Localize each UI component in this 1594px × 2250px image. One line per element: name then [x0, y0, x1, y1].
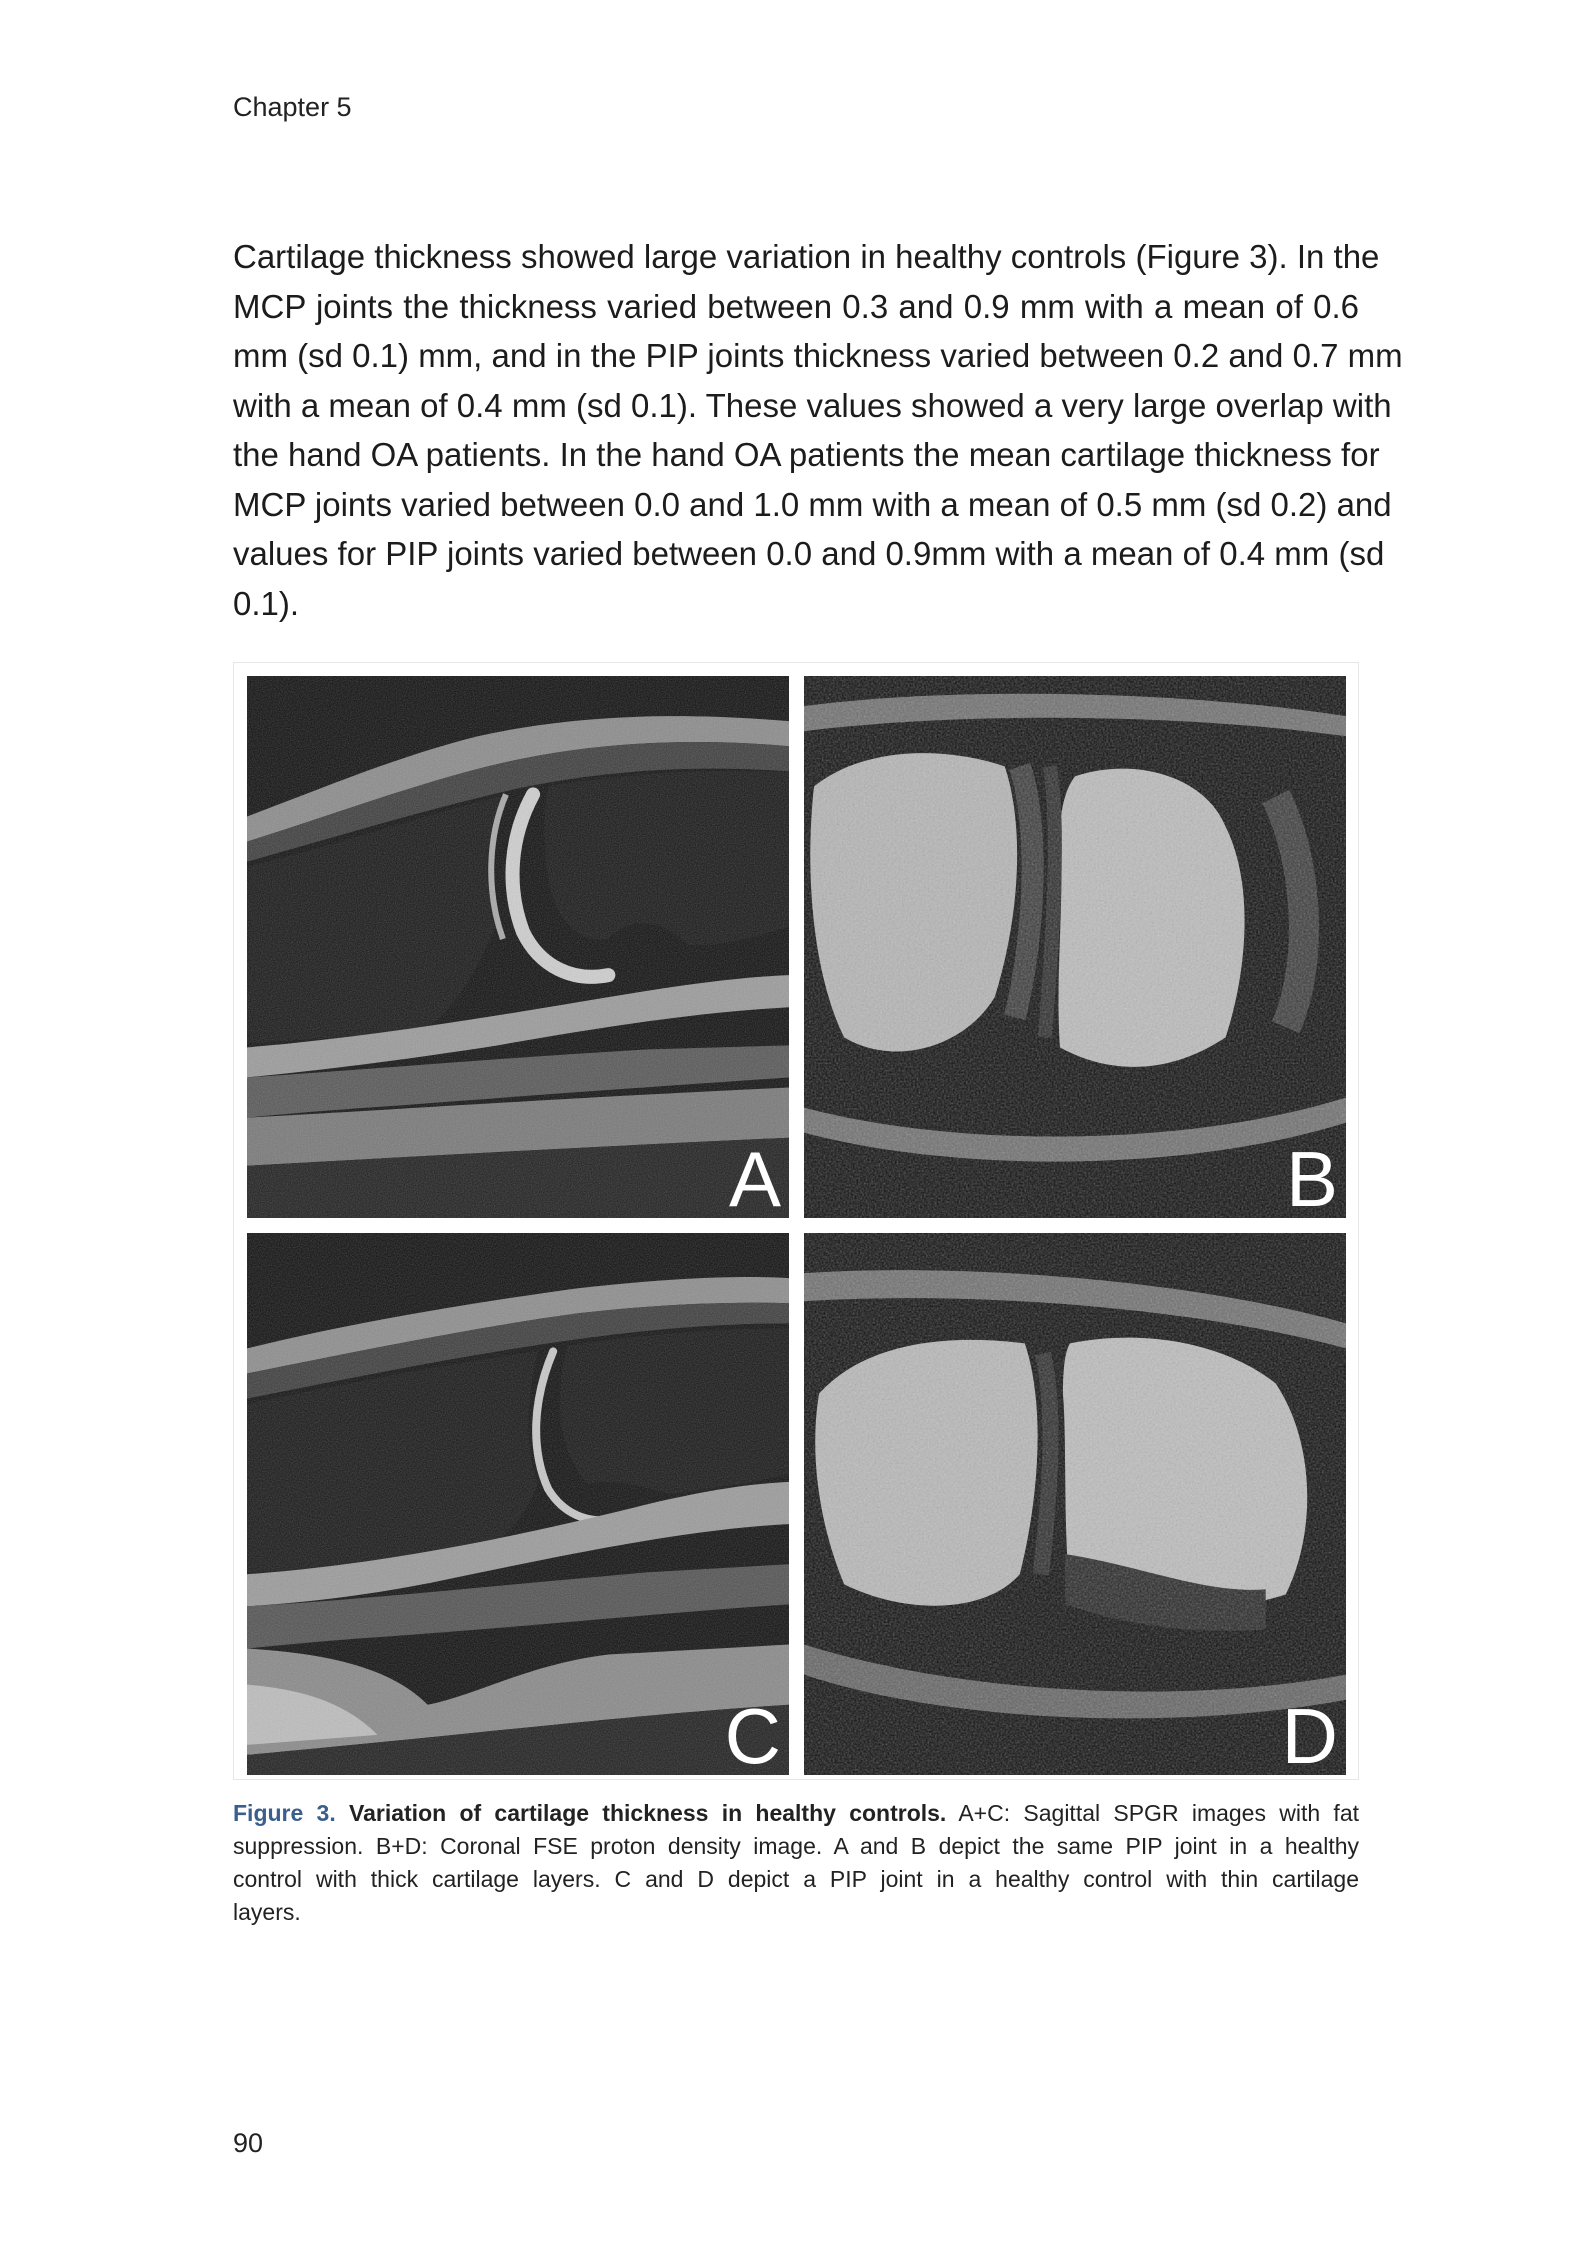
panel-letter: C	[724, 1692, 781, 1775]
paragraph-line: 0.1).	[233, 584, 300, 622]
caption-line: layers.	[233, 1899, 301, 1925]
mri-panel-b	[804, 676, 1346, 1218]
figure-label: Figure 3.	[233, 1800, 336, 1826]
mri-panel-d	[804, 1233, 1346, 1775]
caption-line	[233, 1797, 1359, 1830]
caption-text: A+C: Sagittal SPGR images with fat	[958, 1800, 1360, 1826]
mri-panel-a	[247, 676, 789, 1218]
caption-line: suppression. B+D: Coronal FSE proton density image. A and B depict the same PIP joint in a healthy	[233, 1833, 1359, 1859]
page-number: 90	[233, 2128, 264, 2158]
paragraph-line: MCP joints the thickness varied between 0.3 and 0.9 mm with a mean of 0.6	[233, 287, 1359, 325]
paragraph-line: values for PIP joints varied between 0.0 and 0.9mm with a mean of 0.4 mm (sd	[233, 535, 1385, 572]
paragraph-line: the hand OA patients. In the hand OA patients the mean cartilage thickness for	[233, 436, 1380, 473]
panel-letter: D	[1281, 1692, 1338, 1775]
figure-3	[233, 662, 1359, 1780]
figure-caption	[233, 1797, 1359, 1929]
panel-letter: A	[728, 1135, 781, 1218]
panel-letter: B	[1285, 1135, 1338, 1218]
coronal-mri-image	[804, 1233, 1346, 1775]
mri-panel-c	[247, 1233, 789, 1775]
caption-line: control with thick cartilage layers. C and D depict a PIP joint in a healthy control with thin cartilage	[233, 1866, 1359, 1892]
figure-title: Variation of cartilage thickness in healthy controls.	[349, 1800, 947, 1826]
paragraph-line: Cartilage thickness showed large variation in healthy controls (Figure 3). In the	[233, 238, 1380, 275]
paragraph-line: mm (sd 0.1) mm, and in the PIP joints thickness varied between 0.2 and 0.7 mm	[233, 337, 1403, 374]
coronal-mri-image	[804, 676, 1346, 1218]
paragraph-line: MCP joints varied between 0.0 and 1.0 mm with a mean of 0.5 mm (sd 0.2) and	[233, 485, 1392, 523]
sagittal-mri-image	[247, 676, 789, 1218]
sagittal-mri-image	[247, 1233, 789, 1775]
running-head: Chapter 5	[233, 92, 352, 122]
paragraph-line: with a mean of 0.4 mm (sd 0.1). These values showed a very large overlap with	[233, 386, 1392, 424]
body-paragraph	[233, 232, 1403, 628]
